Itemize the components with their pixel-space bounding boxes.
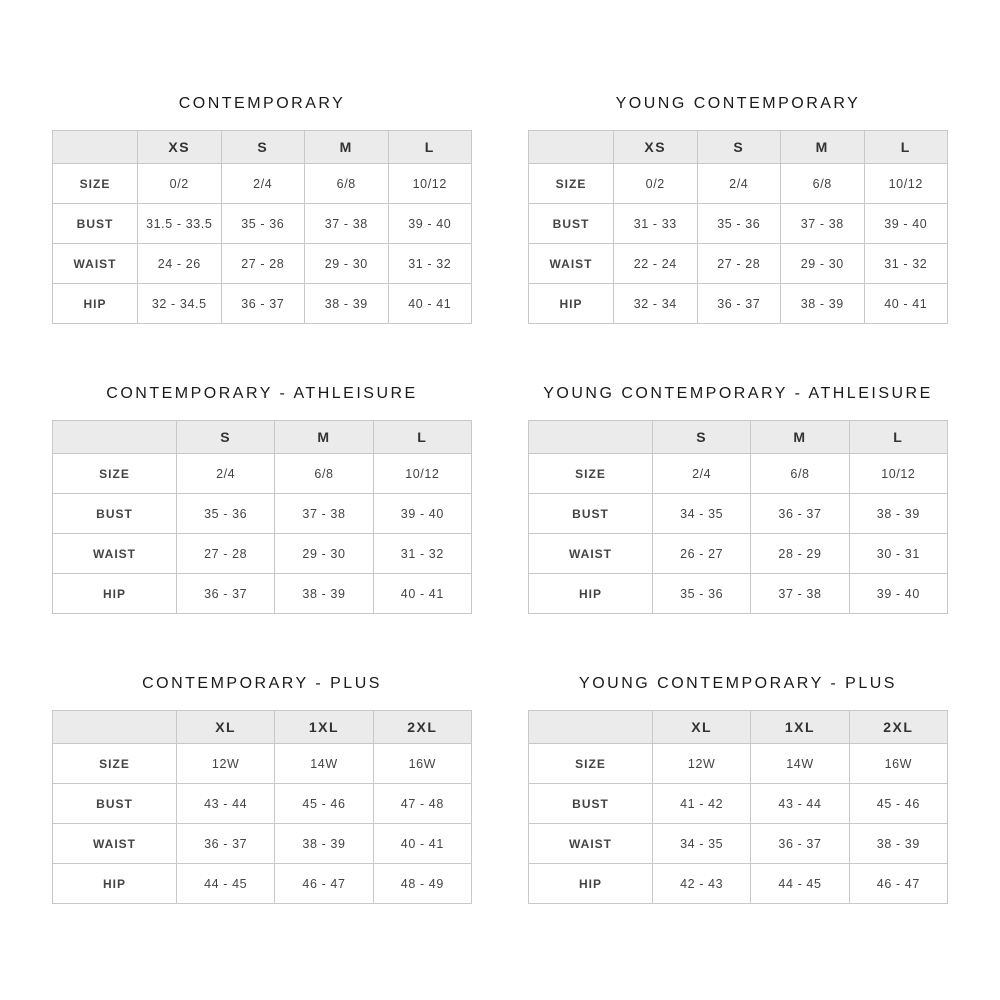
table-cell: 36 - 37 <box>177 824 275 864</box>
row-label: WAIST <box>53 244 138 284</box>
table-cell: 38 - 39 <box>849 824 947 864</box>
table-cell: 40 - 41 <box>388 284 472 324</box>
table-header-row <box>529 711 948 744</box>
row-label: BUST <box>529 784 653 824</box>
table-cell: 2/4 <box>221 164 305 204</box>
table-cell: 36 - 37 <box>221 284 305 324</box>
column-header: M <box>305 131 389 164</box>
table-cell: 6/8 <box>781 164 865 204</box>
size-chart-contemporary <box>52 94 472 324</box>
table-row <box>529 284 948 324</box>
table-cell: 14W <box>751 744 849 784</box>
row-label: HIP <box>53 864 177 904</box>
table-cell: 6/8 <box>751 454 849 494</box>
table-row <box>53 574 472 614</box>
table-cell: 12W <box>177 744 275 784</box>
column-header: M <box>751 421 849 454</box>
table-cell: 38 - 39 <box>275 824 373 864</box>
size-table <box>528 130 948 324</box>
row-label: SIZE <box>53 164 138 204</box>
table-cell: 32 - 34.5 <box>138 284 222 324</box>
table-row <box>53 784 472 824</box>
table-cell: 37 - 38 <box>781 204 865 244</box>
size-chart-young-contemporary <box>528 94 948 324</box>
size-table <box>52 710 472 904</box>
corner-cell <box>53 131 138 164</box>
row-label: HIP <box>529 284 614 324</box>
table-cell: 39 - 40 <box>849 574 947 614</box>
table-cell: 2/4 <box>653 454 751 494</box>
row-label: WAIST <box>529 824 653 864</box>
column-header: S <box>697 131 781 164</box>
table-cell: 38 - 39 <box>275 574 373 614</box>
table-cell: 46 - 47 <box>275 864 373 904</box>
table-cell: 10/12 <box>849 454 947 494</box>
column-header: XL <box>653 711 751 744</box>
table-cell: 31 - 33 <box>614 204 698 244</box>
corner-cell <box>53 711 177 744</box>
table-cell: 12W <box>653 744 751 784</box>
chart-title: YOUNG CONTEMPORARY - PLUS <box>579 675 897 692</box>
table-row <box>53 244 472 284</box>
table-cell: 30 - 31 <box>849 534 947 574</box>
column-header: L <box>849 421 947 454</box>
table-cell: 28 - 29 <box>751 534 849 574</box>
table-row <box>53 164 472 204</box>
table-row <box>529 824 948 864</box>
row-label: SIZE <box>529 164 614 204</box>
size-chart-contemporary-athleisure <box>52 384 472 614</box>
table-cell: 35 - 36 <box>697 204 781 244</box>
table-row <box>529 574 948 614</box>
corner-cell <box>529 131 614 164</box>
table-cell: 38 - 39 <box>781 284 865 324</box>
chart-title: CONTEMPORARY - ATHLEISURE <box>106 385 418 402</box>
table-cell: 39 - 40 <box>388 204 472 244</box>
table-row <box>53 204 472 244</box>
row-label: SIZE <box>53 454 177 494</box>
table-header-row <box>53 711 472 744</box>
column-header: 2XL <box>849 711 947 744</box>
table-cell: 16W <box>849 744 947 784</box>
column-header: XS <box>138 131 222 164</box>
row-label: HIP <box>529 574 653 614</box>
table-row <box>529 244 948 284</box>
row-label: WAIST <box>529 534 653 574</box>
table-cell: 42 - 43 <box>653 864 751 904</box>
table-cell: 24 - 26 <box>138 244 222 284</box>
table-cell: 45 - 46 <box>849 784 947 824</box>
row-label: HIP <box>529 864 653 904</box>
table-cell: 34 - 35 <box>653 824 751 864</box>
column-header: 2XL <box>373 711 471 744</box>
table-cell: 36 - 37 <box>751 824 849 864</box>
row-label: BUST <box>53 204 138 244</box>
table-row <box>53 824 472 864</box>
table-cell: 47 - 48 <box>373 784 471 824</box>
chart-title: YOUNG CONTEMPORARY - ATHLEISURE <box>543 385 933 402</box>
row-label: WAIST <box>529 244 614 284</box>
table-cell: 6/8 <box>275 454 373 494</box>
table-row <box>53 864 472 904</box>
table-cell: 27 - 28 <box>697 244 781 284</box>
table-cell: 31 - 32 <box>373 534 471 574</box>
column-header: L <box>388 131 472 164</box>
column-header: S <box>653 421 751 454</box>
row-label: HIP <box>53 574 177 614</box>
table-cell: 36 - 37 <box>697 284 781 324</box>
size-table <box>528 710 948 904</box>
size-table <box>52 130 472 324</box>
row-label: SIZE <box>529 744 653 784</box>
table-row <box>529 494 948 534</box>
table-header-row <box>53 131 472 164</box>
corner-cell <box>529 421 653 454</box>
row-label: BUST <box>53 784 177 824</box>
table-row <box>53 534 472 574</box>
table-cell: 2/4 <box>177 454 275 494</box>
table-header-row <box>529 131 948 164</box>
row-label: BUST <box>53 494 177 534</box>
table-cell: 36 - 37 <box>751 494 849 534</box>
chart-title: CONTEMPORARY - PLUS <box>142 675 382 692</box>
table-cell: 37 - 38 <box>305 204 389 244</box>
table-row <box>529 534 948 574</box>
table-cell: 38 - 39 <box>305 284 389 324</box>
row-label: BUST <box>529 204 614 244</box>
column-header: 1XL <box>751 711 849 744</box>
table-cell: 31 - 32 <box>864 244 948 284</box>
row-label: HIP <box>53 284 138 324</box>
table-cell: 0/2 <box>138 164 222 204</box>
table-row <box>529 164 948 204</box>
table-cell: 2/4 <box>697 164 781 204</box>
table-cell: 29 - 30 <box>275 534 373 574</box>
size-chart-contemporary-plus <box>52 674 472 904</box>
column-header: S <box>221 131 305 164</box>
table-cell: 27 - 28 <box>177 534 275 574</box>
table-header-row <box>53 421 472 454</box>
table-row <box>529 454 948 494</box>
table-cell: 44 - 45 <box>751 864 849 904</box>
table-cell: 44 - 45 <box>177 864 275 904</box>
chart-title: CONTEMPORARY <box>178 95 346 112</box>
column-header: XS <box>614 131 698 164</box>
table-cell: 6/8 <box>305 164 389 204</box>
table-cell: 16W <box>373 744 471 784</box>
table-cell: 40 - 41 <box>373 824 471 864</box>
size-chart-young-contemporary-athleisure <box>528 384 948 614</box>
table-cell: 39 - 40 <box>864 204 948 244</box>
table-row <box>529 784 948 824</box>
row-label: SIZE <box>529 454 653 494</box>
table-cell: 10/12 <box>864 164 948 204</box>
table-row <box>53 494 472 534</box>
table-cell: 40 - 41 <box>373 574 471 614</box>
column-header: M <box>275 421 373 454</box>
table-cell: 40 - 41 <box>864 284 948 324</box>
table-cell: 10/12 <box>373 454 471 494</box>
table-header-row <box>529 421 948 454</box>
table-row <box>53 744 472 784</box>
table-cell: 39 - 40 <box>373 494 471 534</box>
column-header: M <box>781 131 865 164</box>
chart-title: YOUNG CONTEMPORARY <box>615 95 861 112</box>
table-cell: 36 - 37 <box>177 574 275 614</box>
size-table <box>52 420 472 614</box>
table-cell: 29 - 30 <box>305 244 389 284</box>
corner-cell <box>529 711 653 744</box>
table-cell: 35 - 36 <box>221 204 305 244</box>
table-row <box>529 744 948 784</box>
table-cell: 0/2 <box>614 164 698 204</box>
table-cell: 43 - 44 <box>751 784 849 824</box>
table-cell: 45 - 46 <box>275 784 373 824</box>
table-cell: 31 - 32 <box>388 244 472 284</box>
table-cell: 46 - 47 <box>849 864 947 904</box>
table-cell: 14W <box>275 744 373 784</box>
table-cell: 31.5 - 33.5 <box>138 204 222 244</box>
row-label: BUST <box>529 494 653 534</box>
table-cell: 34 - 35 <box>653 494 751 534</box>
column-header: L <box>864 131 948 164</box>
table-cell: 41 - 42 <box>653 784 751 824</box>
table-cell: 48 - 49 <box>373 864 471 904</box>
table-cell: 29 - 30 <box>781 244 865 284</box>
table-cell: 27 - 28 <box>221 244 305 284</box>
row-label: WAIST <box>53 534 177 574</box>
row-label: WAIST <box>53 824 177 864</box>
table-cell: 26 - 27 <box>653 534 751 574</box>
size-chart-young-contemporary-plus <box>528 674 948 904</box>
table-cell: 10/12 <box>388 164 472 204</box>
table-cell: 37 - 38 <box>275 494 373 534</box>
table-row <box>529 204 948 244</box>
size-table <box>528 420 948 614</box>
table-row <box>53 454 472 494</box>
column-header: S <box>177 421 275 454</box>
column-header: L <box>373 421 471 454</box>
table-cell: 43 - 44 <box>177 784 275 824</box>
column-header: XL <box>177 711 275 744</box>
column-header: 1XL <box>275 711 373 744</box>
table-cell: 35 - 36 <box>177 494 275 534</box>
table-cell: 22 - 24 <box>614 244 698 284</box>
corner-cell <box>53 421 177 454</box>
table-cell: 32 - 34 <box>614 284 698 324</box>
table-row <box>53 284 472 324</box>
row-label: SIZE <box>53 744 177 784</box>
table-row <box>529 864 948 904</box>
table-cell: 37 - 38 <box>751 574 849 614</box>
table-cell: 35 - 36 <box>653 574 751 614</box>
table-cell: 38 - 39 <box>849 494 947 534</box>
